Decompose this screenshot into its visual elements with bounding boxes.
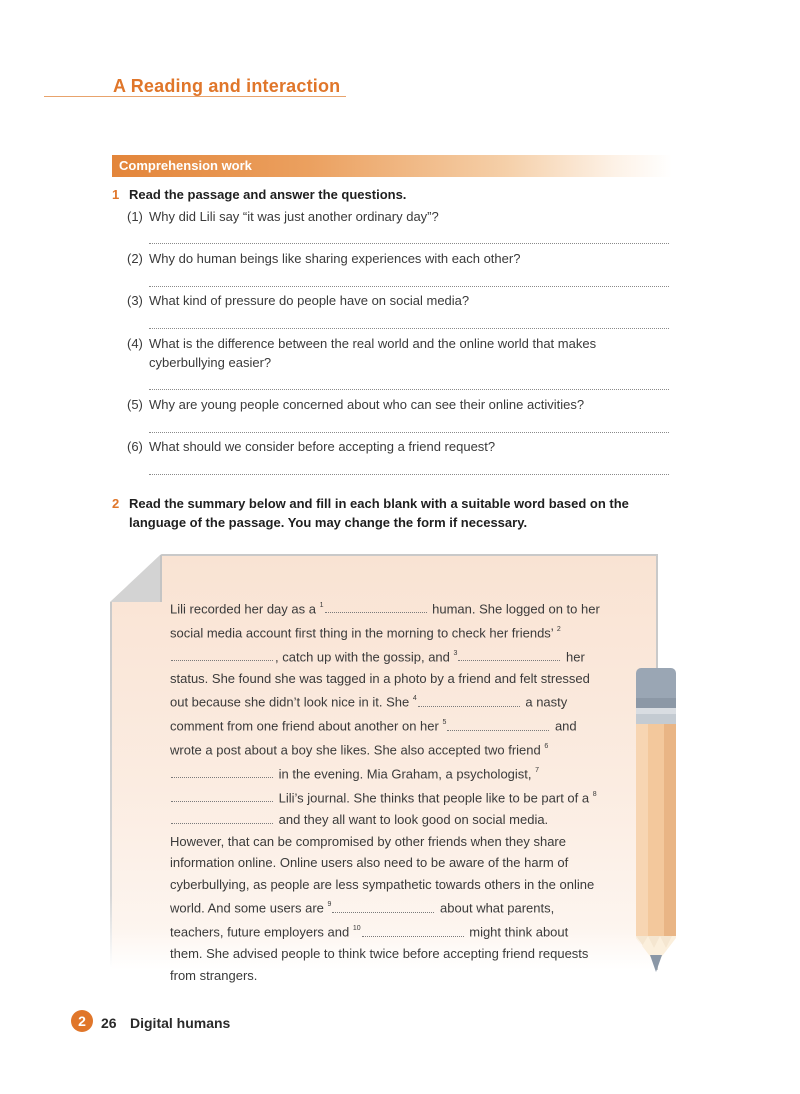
summary-segment: and they all want to look good on social media. However, that can be compromised by other friends when they share information online. Online users also need to be aware of the harm of cyberbullying, as people are less sympathetic towards others in the online world. And some users are [170, 811, 595, 916]
summary-card-left-edge [110, 602, 112, 968]
blank-number: 1 [319, 602, 324, 609]
sub-question-2 [127, 249, 672, 268]
answer-line-2[interactable] [149, 286, 669, 287]
blank-7[interactable] [171, 789, 273, 802]
sub-question-number: (3) [127, 293, 143, 308]
question-2-number: 2 [112, 496, 120, 511]
summary-segment: might think about them. She advised people to think twice before accepting friend requests from strangers. [170, 924, 589, 983]
question-1-instruction: Read the passage and answer the questions. [129, 187, 407, 202]
sub-question-number: (4) [127, 336, 143, 351]
page-number: 26 [101, 1015, 117, 1031]
blank-10[interactable] [362, 924, 464, 937]
sub-question-number: (1) [127, 209, 143, 224]
banner-label: Comprehension work [119, 158, 252, 173]
summary-segment: in the evening. Mia Graham, a psychologist, [275, 766, 536, 782]
answer-line-1[interactable] [149, 243, 669, 244]
summary-segment: human. She logged on to her social media account first thing in the morning to check her friends’ [170, 601, 600, 641]
sub-question-text: Why do human beings like sharing experiences with each other? [149, 251, 521, 266]
sub-question-5 [127, 395, 672, 414]
blank-number: 8 [592, 791, 597, 799]
pencil-icon [634, 668, 678, 978]
answer-line-4[interactable] [149, 389, 669, 390]
sub-question-text: Why did Lili say “it was just another ordinary day”? [149, 209, 439, 224]
sub-question-3 [127, 291, 672, 310]
answer-line-6[interactable] [149, 474, 669, 475]
sub-question-text: Why are young people concerned about who can see their online activities? [149, 397, 585, 412]
blank-5[interactable] [447, 718, 549, 731]
question-1-number: 1 [112, 187, 120, 202]
question-2-instruction: Read the summary below and fill in each blank with a suitable word based on the language of the passage. You may change the form if necessary. [129, 496, 629, 530]
blank-number: 4 [412, 695, 417, 703]
summary-segment: , catch up with the gossip, and [275, 649, 454, 665]
blank-3[interactable] [458, 648, 560, 661]
summary-segment: and wrote a post about a boy she likes. She also accepted two friend [170, 718, 577, 758]
sub-question-text: What is the difference between the real world and the online world that makes cyberbullying easier? [149, 336, 597, 370]
blank-6[interactable] [171, 765, 273, 778]
summary-segment: a nasty comment from one friend about another on her [170, 694, 568, 734]
sub-question-6 [127, 437, 672, 456]
blank-2[interactable] [171, 648, 273, 661]
comprehension-banner [112, 155, 672, 177]
answer-line-5[interactable] [149, 432, 669, 433]
blank-number: 2 [556, 625, 561, 633]
summary-segment: about what parents, teachers, future employers and [170, 900, 555, 940]
sub-question-text: What should we consider before accepting a friend request? [149, 439, 496, 454]
summary-card [110, 554, 658, 983]
summary-segment: Lili’s journal. She thinks that people like to be part of a [275, 790, 593, 806]
blank-9[interactable] [332, 900, 434, 913]
answer-line-3[interactable] [149, 328, 669, 329]
section-title: A Reading and interaction [113, 76, 341, 96]
sub-question-text: What kind of pressure do people have on social media? [149, 293, 470, 308]
sub-question-number: (5) [127, 397, 143, 412]
blank-1[interactable] [325, 600, 427, 613]
sub-question-number: (6) [127, 439, 143, 454]
sub-question-4 [127, 334, 617, 372]
summary-text [170, 596, 600, 986]
unit-title: Digital humans [130, 1015, 231, 1031]
folded-corner-icon [110, 554, 162, 606]
blank-number: 5 [442, 719, 447, 727]
blank-number: 9 [327, 901, 332, 909]
blank-number: 7 [535, 767, 540, 775]
sub-question-number: (2) [127, 251, 143, 266]
blank-number: 6 [544, 743, 549, 751]
blank-4[interactable] [418, 694, 520, 707]
blank-8[interactable] [171, 811, 273, 824]
summary-segment: Lili recorded her day as a [170, 601, 320, 617]
section-rule [44, 96, 346, 97]
blank-number: 10 [352, 925, 361, 933]
blank-number: 3 [453, 649, 458, 657]
summary-segment: her status. She found she was tagged in a photo by a friend and felt stressed out because she didn’t look nice in it. She [170, 649, 590, 710]
unit-badge: 2 [71, 1010, 93, 1032]
sub-question-1 [127, 207, 672, 226]
